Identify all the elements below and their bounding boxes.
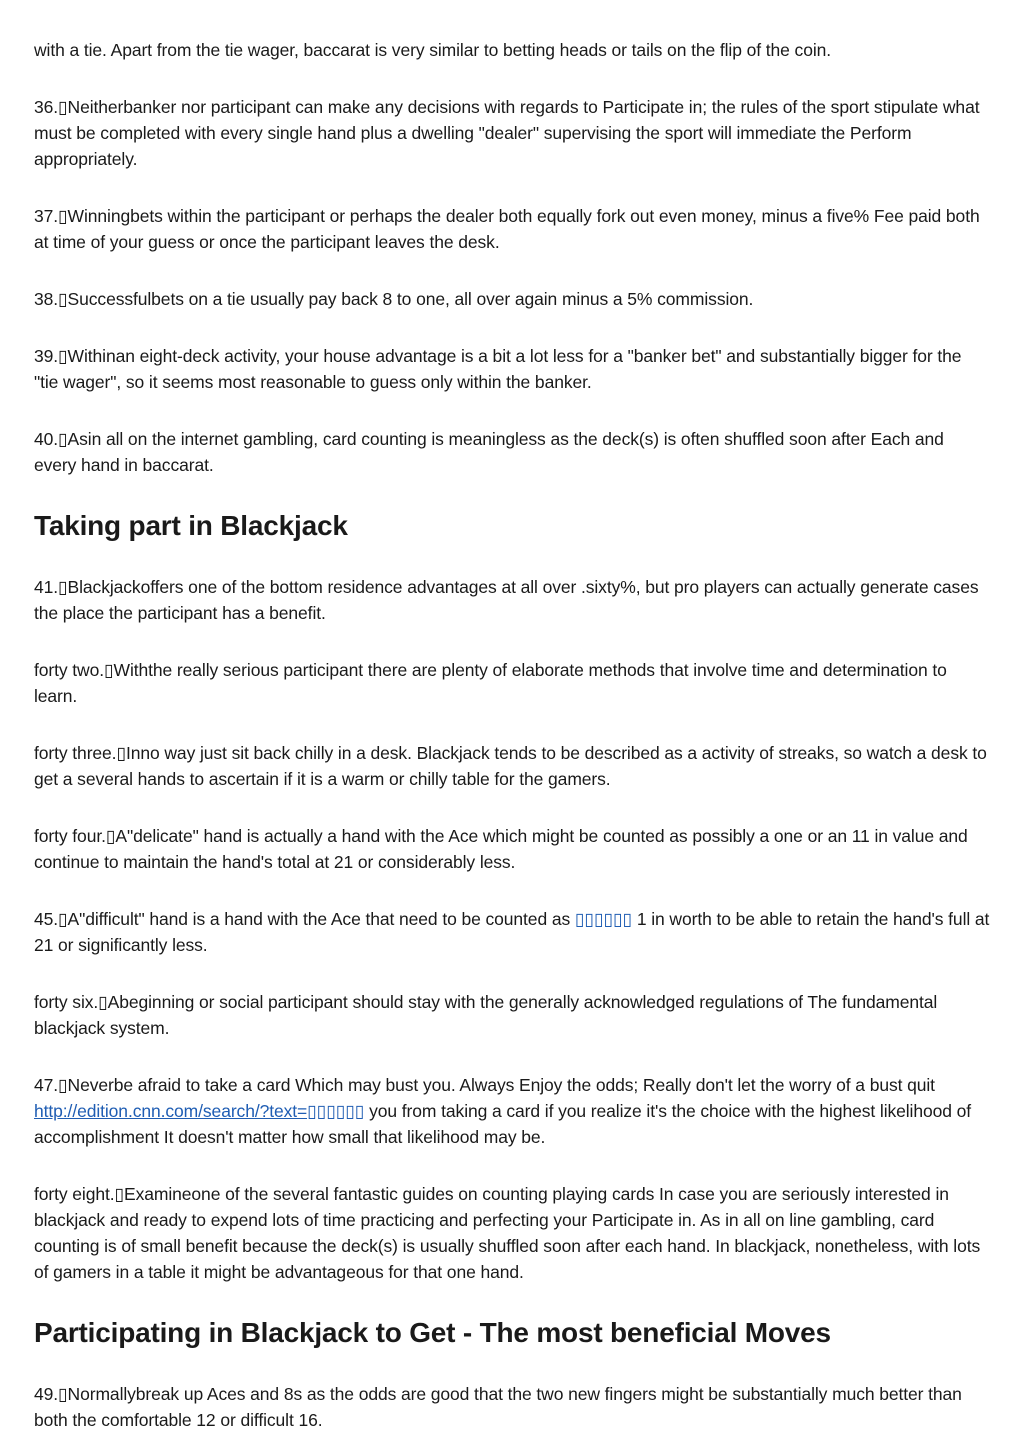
paragraph-47 bbox=[34, 1072, 990, 1150]
paragraph-46: forty six.▯Abeginning or social participant should stay with the generally acknowledged regulations of The fundamental blackjack system. bbox=[34, 992, 938, 1038]
paragraph-49: 49.▯Normallybreak up Aces and 8s as the odds are good that the two new fingers might be substantially much better than both the comfortable 12 or difficult 16. bbox=[34, 1384, 962, 1430]
paragraph-45-text-before: 45.▯A"difficult" hand is a hand with the Ace that need to be counted as bbox=[34, 909, 575, 929]
paragraph-37: 37.▯Winningbets within the participant or perhaps the dealer both equally fork out even money, minus a five% Fee paid both at time of your guess or once the participant leaves the desk. bbox=[34, 206, 980, 252]
paragraph-39: 39.▯Withinan eight-deck activity, your house advantage is a bit a lot less for a "banker bet" and substantially bigger for the "tie wager", so it seems most reasonable to guess only within the banker. bbox=[34, 346, 962, 392]
paragraph-40: 40.▯Asin all on the internet gambling, card counting is meaningless as the deck(s) is often shuffled soon after Each and every hand in baccarat. bbox=[34, 429, 944, 475]
paragraph-36: 36.▯Neitherbanker nor participant can make any decisions with regards to Participate in; the rules of the sport stipulate what must be completed with every single hand plus a dwelling "dealer" supervising the sport will immediate the Perform appropriately. bbox=[34, 97, 980, 169]
paragraph-43: forty three.▯Inno way just sit back chilly in a desk. Blackjack tends to be described as a activity of streaks, so watch a desk to get a several hands to ascertain if it is a warm or chilly table for the gamers. bbox=[34, 743, 987, 789]
paragraph-42: forty two.▯Withthe really serious participant there are plenty of elaborate methods that involve time and determination to learn. bbox=[34, 660, 947, 706]
cnn-search-link[interactable]: http://edition.cnn.com/search/?text=▯▯▯▯▯▯ bbox=[34, 1101, 365, 1121]
paragraph-38: 38.▯Successfulbets on a tie usually pay back 8 to one, all over again minus a 5% commission. bbox=[34, 289, 754, 309]
inline-link-45[interactable]: ▯▯▯▯▯▯ bbox=[574, 909, 633, 929]
section-heading-best-moves: Participating in Blackjack to Get - The most beneficial Moves bbox=[34, 1317, 831, 1348]
paragraph-intro: with a tie. Apart from the tie wager, baccarat is very similar to betting heads or tails on the flip of the coin. bbox=[34, 40, 832, 60]
paragraph-45 bbox=[34, 906, 990, 958]
paragraph-47-text-before: 47.▯Neverbe afraid to take a card Which may bust you. Always Enjoy the odds; Really don't let the worry of a bust quit bbox=[34, 1075, 935, 1095]
paragraph-48: forty eight.▯Examineone of the several fantastic guides on counting playing cards In case you are seriously interested in blackjack and ready to expend lots of time practicing and perfecting your Participate in. As in all on line gambling, card counting is of small benefit because the deck(s) is usually shuffled soon after each hand. In blackjack, nonetheless, with lots of gamers in a table it might be advantageous for that one hand. bbox=[34, 1184, 981, 1282]
paragraph-44: forty four.▯A"delicate" hand is actually a hand with the Ace which might be counted as possibly a one or an 11 in value and continue to maintain the hand's total at 21 or considerably less. bbox=[34, 826, 968, 872]
paragraph-41: 41.▯Blackjackoffers one of the bottom residence advantages at all over .sixty%, but pro players can actually generate cases the place the participant has a benefit. bbox=[34, 577, 979, 623]
paragraph-47-text-after: you from taking a card if you realize it's the choice with the highest likelihood of accomplishment It doesn't matter how small that likelihood may be. bbox=[34, 1101, 972, 1147]
section-heading-blackjack: Taking part in Blackjack bbox=[34, 510, 348, 541]
paragraph-45-text-after: 1 in worth to be able to retain the hand's full at 21 or significantly less. bbox=[34, 909, 990, 955]
